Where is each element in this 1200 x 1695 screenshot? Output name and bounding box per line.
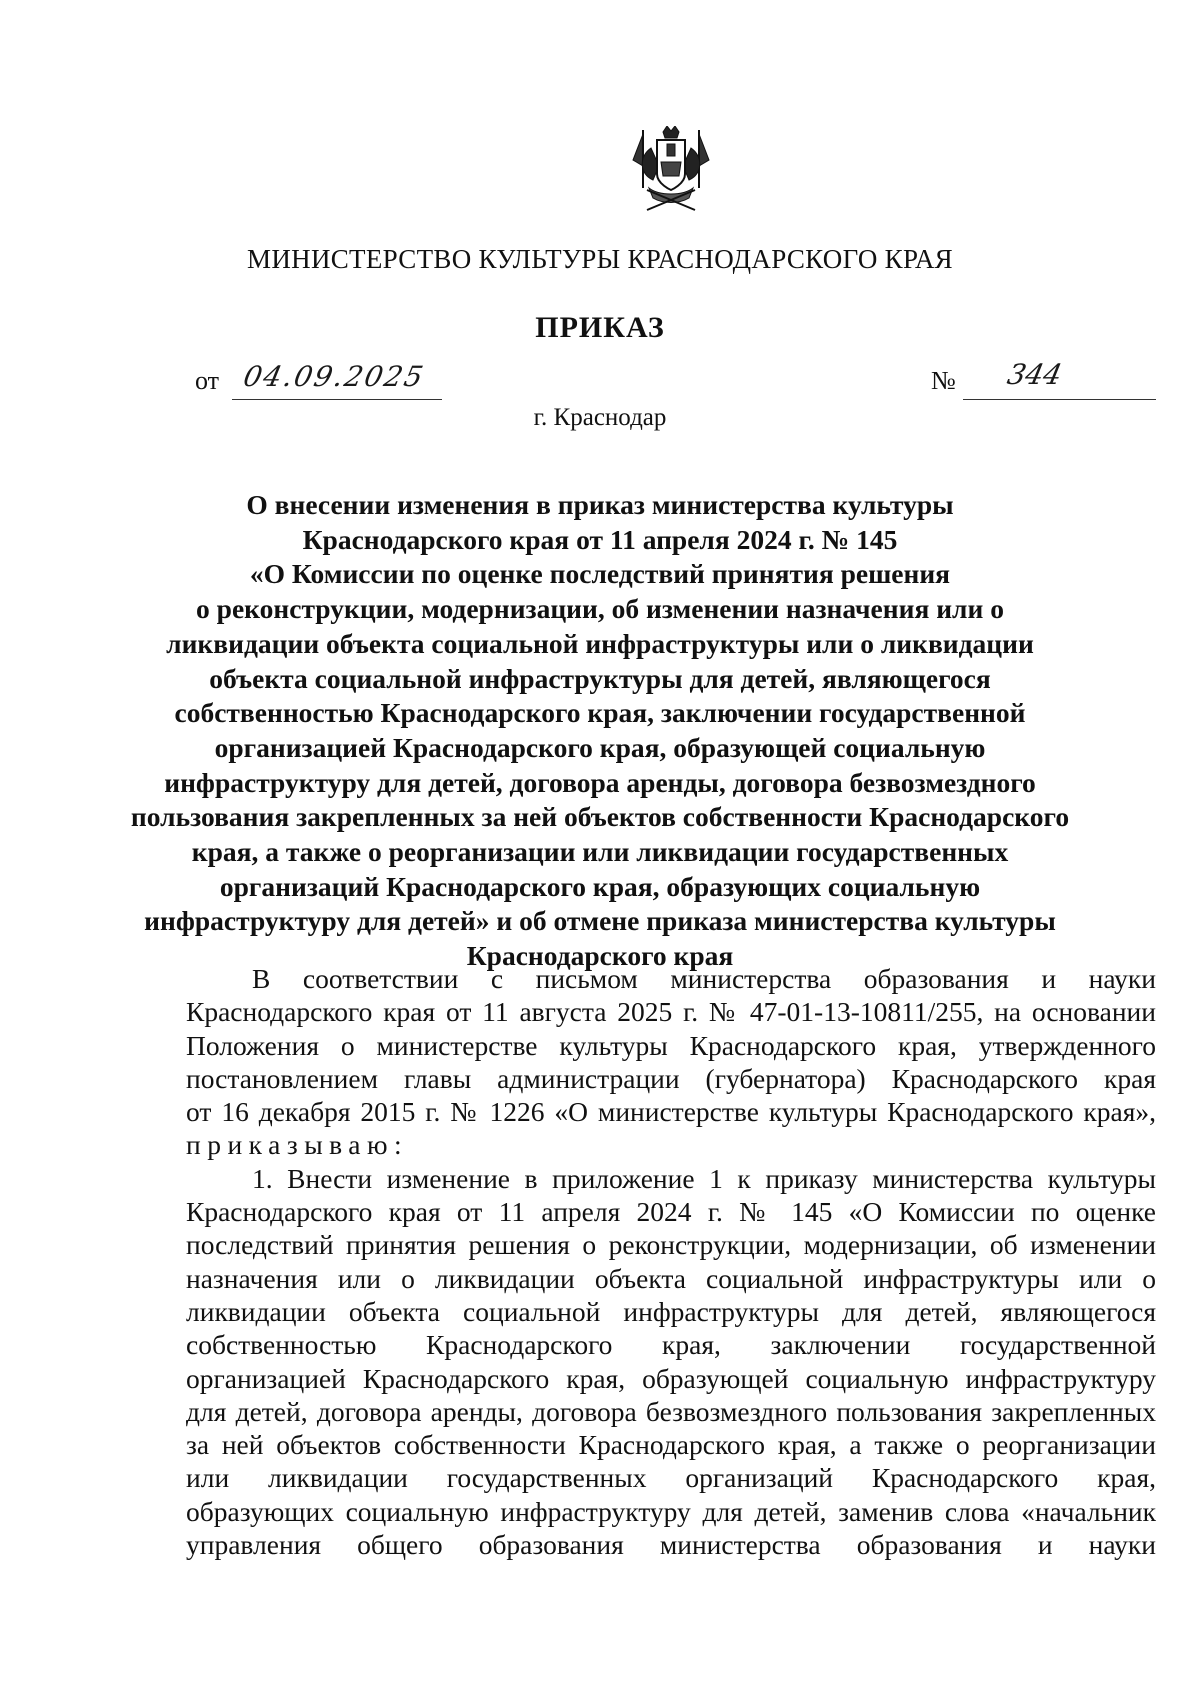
- title-line: «О Комиссии по оценке последствий принятия решения: [249, 558, 951, 590]
- title-line: объекта социальной инфраструктуры для детей, являющегося: [209, 662, 991, 694]
- document-type: ПРИКАЗ: [535, 311, 665, 344]
- body-line: 1. Внести изменение в приложение 1 к приказу министерства культуры: [252, 1162, 1156, 1194]
- document-title: [100, 488, 1100, 974]
- title-line: инфраструктуру для детей, договора аренды, договора безвозмездного: [164, 766, 1036, 798]
- body-line: Краснодарского края от 11 августа 2025 г. № 47-01-13-10811/255, на основании: [186, 996, 1156, 1028]
- body-line: ликвидации объекта социальной инфраструктуры для детей, являющегося: [186, 1295, 1156, 1327]
- body-line: от 16 декабря 2015 г. № 1226 «О министерстве культуры Краснодарского края»,: [186, 1096, 1156, 1128]
- title-line: организаций Краснодарского края, образующих социальную: [219, 870, 981, 902]
- coat-of-arms-icon: [629, 126, 713, 212]
- coat-of-arms-emblem: [629, 126, 713, 212]
- title-line: Краснодарского края: [466, 940, 734, 972]
- body-line: собственностью Краснодарского края, заключении государственной: [186, 1329, 1156, 1361]
- city: г. Краснодар: [533, 404, 667, 431]
- number-label: №: [931, 366, 956, 395]
- title-line: о реконструкции, модернизации, об изменении назначения или о: [196, 593, 1004, 625]
- ministry-name: МИНИСТЕРСТВО КУЛЬТУРЫ КРАСНОДАРСКОГО КРАЯ: [247, 244, 953, 274]
- title-line: ликвидации объекта социальной инфраструктуры или о ликвидации: [166, 627, 1034, 659]
- document-body: [186, 962, 1156, 1561]
- body-line: В соответствии с письмом министерства образования и науки: [252, 963, 1156, 994]
- title-line: Краснодарского края от 11 апреля 2024 г. № 145: [302, 523, 898, 555]
- date-value: 04.09.2025: [240, 360, 428, 393]
- number-underline: [963, 399, 1156, 400]
- body-line: Положения о министерстве культуры Краснодарского края, утвержденного: [186, 1029, 1156, 1061]
- title-line: пользования закрепленных за ней объектов собственности Краснодарского: [130, 801, 1070, 833]
- body-line: за ней объектов собственности Краснодарского края, а также о реорганизации: [186, 1429, 1156, 1461]
- date-underline: [232, 399, 442, 400]
- title-line: организацией Краснодарского края, образующей социальную: [214, 731, 986, 763]
- date-label: от: [195, 366, 220, 395]
- body-line: управления общего образования министерства образования и науки: [186, 1529, 1156, 1561]
- body-line: или ликвидации государственных организаций Краснодарского края,: [186, 1462, 1156, 1494]
- order-word: приказываю:: [186, 1129, 409, 1161]
- title-line: собственностью Краснодарского края, заключении государственной: [174, 697, 1026, 729]
- body-line: последствий принятия решения о реконструкции, модернизации, об изменении: [186, 1229, 1156, 1261]
- body-line: постановлением главы администрации (губернатора) Краснодарского края: [186, 1062, 1156, 1094]
- body-line: назначения или о ликвидации объекта социальной инфраструктуры или о: [186, 1262, 1156, 1294]
- body-line: для детей, договора аренды, договора безвозмездного пользования закрепленных: [186, 1395, 1156, 1427]
- body-line: организацией Краснодарского края, образующей социальную инфраструктуру: [186, 1362, 1156, 1394]
- body-line: Краснодарского края от 11 апреля 2024 г. № 145 «О Комиссии по оценке: [186, 1196, 1156, 1228]
- number-value: 344: [1004, 358, 1065, 391]
- title-line: инфраструктуру для детей» и об отмене приказа министерства культуры: [144, 905, 1056, 937]
- title-line: О внесении изменения в приказ министерства культуры: [246, 489, 954, 520]
- body-line: образующих социальную инфраструктуру для детей, заменив слова «начальник: [186, 1495, 1156, 1527]
- title-line: края, а также о реорганизации или ликвидации государственных: [191, 836, 1009, 868]
